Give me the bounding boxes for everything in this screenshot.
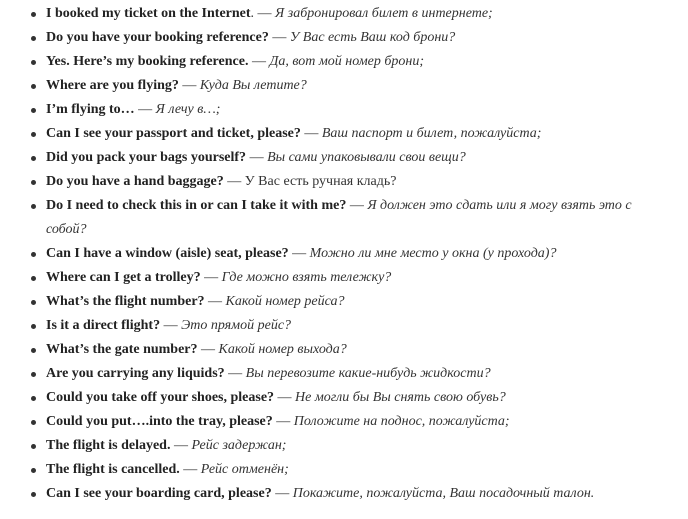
dash-separator: — xyxy=(204,294,226,309)
russian-translation: Не могли бы Вы снять свою обувь? xyxy=(295,390,506,405)
dash-separator: — xyxy=(197,342,219,357)
english-phrase: Is it a direct flight? xyxy=(46,318,161,333)
russian-translation: У Вас есть ручная кладь? xyxy=(244,174,397,189)
list-item xyxy=(0,122,688,146)
russian-translation: Куда Вы летите? xyxy=(199,78,307,93)
bullet-icon xyxy=(31,60,36,65)
russian-translation: Покажите, пожалуйста, Ваш посадочный талон. xyxy=(292,486,595,501)
bullet-icon xyxy=(31,300,36,305)
dash-separator: — xyxy=(134,102,156,117)
bullet-icon xyxy=(31,396,36,401)
list-item xyxy=(0,338,688,362)
list-item xyxy=(0,98,688,122)
russian-translation: Я лечу в…; xyxy=(155,102,221,117)
bullet-icon xyxy=(31,348,36,353)
russian-translation: Можно ли мне место у окна (у прохода)? xyxy=(309,246,557,261)
list-item xyxy=(0,266,688,290)
list-item xyxy=(0,26,688,50)
dash-separator: — xyxy=(346,198,368,213)
dash-separator: — xyxy=(246,150,268,165)
list-item xyxy=(0,242,688,266)
list-item xyxy=(0,434,688,458)
russian-translation: Это прямой рейс? xyxy=(181,318,292,333)
bullet-icon xyxy=(31,204,36,209)
dash-separator: — xyxy=(224,366,246,381)
dash-separator: — xyxy=(288,246,310,261)
russian-translation: Рейс задержан; xyxy=(191,438,287,453)
list-item xyxy=(0,386,688,410)
english-phrase: Could you take off your shoes, please? xyxy=(46,390,275,405)
dash-separator: — xyxy=(200,270,222,285)
english-phrase: Where can I get a trolley? xyxy=(46,270,201,285)
list-item xyxy=(0,170,688,194)
english-phrase: What’s the gate number? xyxy=(46,342,198,357)
bullet-icon xyxy=(31,12,36,17)
english-phrase: The flight is delayed. xyxy=(46,438,171,453)
dash-separator: — xyxy=(179,462,201,477)
russian-translation: Я забронировал билет в интернете; xyxy=(275,6,493,21)
list-item xyxy=(0,410,688,434)
english-phrase: Are you carrying any liquids? xyxy=(46,366,225,381)
list-item xyxy=(0,362,688,386)
english-phrase: Can I have a window (aisle) seat, please? xyxy=(46,246,289,261)
bullet-icon xyxy=(31,180,36,185)
english-phrase: Do you have a hand baggage? xyxy=(46,174,224,189)
russian-translation: Вы сами упаковывали свои вещи? xyxy=(267,150,466,165)
russian-translation: Ваш паспорт и билет, пожалуйста; xyxy=(321,126,542,141)
list-item xyxy=(0,2,688,26)
bullet-icon xyxy=(31,468,36,473)
english-phrase: What’s the flight number? xyxy=(46,294,205,309)
english-phrase: Did you pack your bags yourself? xyxy=(46,150,247,165)
dash-separator: — xyxy=(160,318,182,333)
bullet-icon xyxy=(31,156,36,161)
dash-separator: — xyxy=(272,414,294,429)
russian-translation: Положите на поднос, пожалуйста; xyxy=(293,414,510,429)
bullet-icon xyxy=(31,492,36,497)
english-phrase: Can I see your passport and ticket, please? xyxy=(46,126,301,141)
bullet-icon xyxy=(31,132,36,137)
dash-separator: — xyxy=(268,30,290,45)
russian-translation: Вы перевозите какие-нибудь жидкости? xyxy=(245,366,491,381)
bullet-icon xyxy=(31,252,36,257)
russian-translation: Рейс отменён; xyxy=(200,462,289,477)
english-phrase: Where are you flying? xyxy=(46,78,179,93)
dash-separator: — xyxy=(178,78,200,93)
list-item xyxy=(0,482,688,506)
list-item xyxy=(0,290,688,314)
dash-separator: — xyxy=(274,390,296,405)
list-item xyxy=(0,458,688,482)
english-phrase: Yes. Here’s my booking reference. xyxy=(46,54,249,69)
english-phrase: I booked my ticket on the Internet xyxy=(46,6,251,21)
russian-translation: Какой номер рейса? xyxy=(225,294,345,309)
english-phrase: I’m flying to… xyxy=(46,102,135,117)
dash-separator: — xyxy=(300,126,322,141)
dash-separator: — xyxy=(271,486,293,501)
bullet-icon xyxy=(31,444,36,449)
bullet-icon xyxy=(31,84,36,89)
bullet-icon xyxy=(31,36,36,41)
bullet-icon xyxy=(31,324,36,329)
bullet-icon xyxy=(31,108,36,113)
list-item xyxy=(0,194,688,242)
list-item xyxy=(0,50,688,74)
list-item xyxy=(0,314,688,338)
english-phrase: Could you put….into the tray, please? xyxy=(46,414,273,429)
english-phrase: The flight is cancelled. xyxy=(46,462,180,477)
list-item xyxy=(0,146,688,170)
dash-separator: — xyxy=(170,438,192,453)
english-phrase: Can I see your boarding card, please? xyxy=(46,486,272,501)
list-item xyxy=(0,74,688,98)
russian-translation: Я должен это сдать или я могу взять это с собой? xyxy=(46,198,632,237)
dash-separator: . — xyxy=(250,6,276,21)
bullet-icon xyxy=(31,420,36,425)
dash-separator: — xyxy=(248,54,270,69)
bullet-icon xyxy=(31,276,36,281)
russian-translation: Какой номер выхода? xyxy=(218,342,347,357)
english-phrase: Do you have your booking reference? xyxy=(46,30,269,45)
russian-translation: У Вас есть Ваш код брони? xyxy=(289,30,456,45)
russian-translation: Да, вот мой номер брони; xyxy=(269,54,425,69)
bullet-icon xyxy=(31,372,36,377)
russian-translation: Где можно взять тележку? xyxy=(221,270,392,285)
dash-separator: — xyxy=(223,174,245,189)
english-phrase: Do I need to check this in or can I take it with me? xyxy=(46,198,347,213)
